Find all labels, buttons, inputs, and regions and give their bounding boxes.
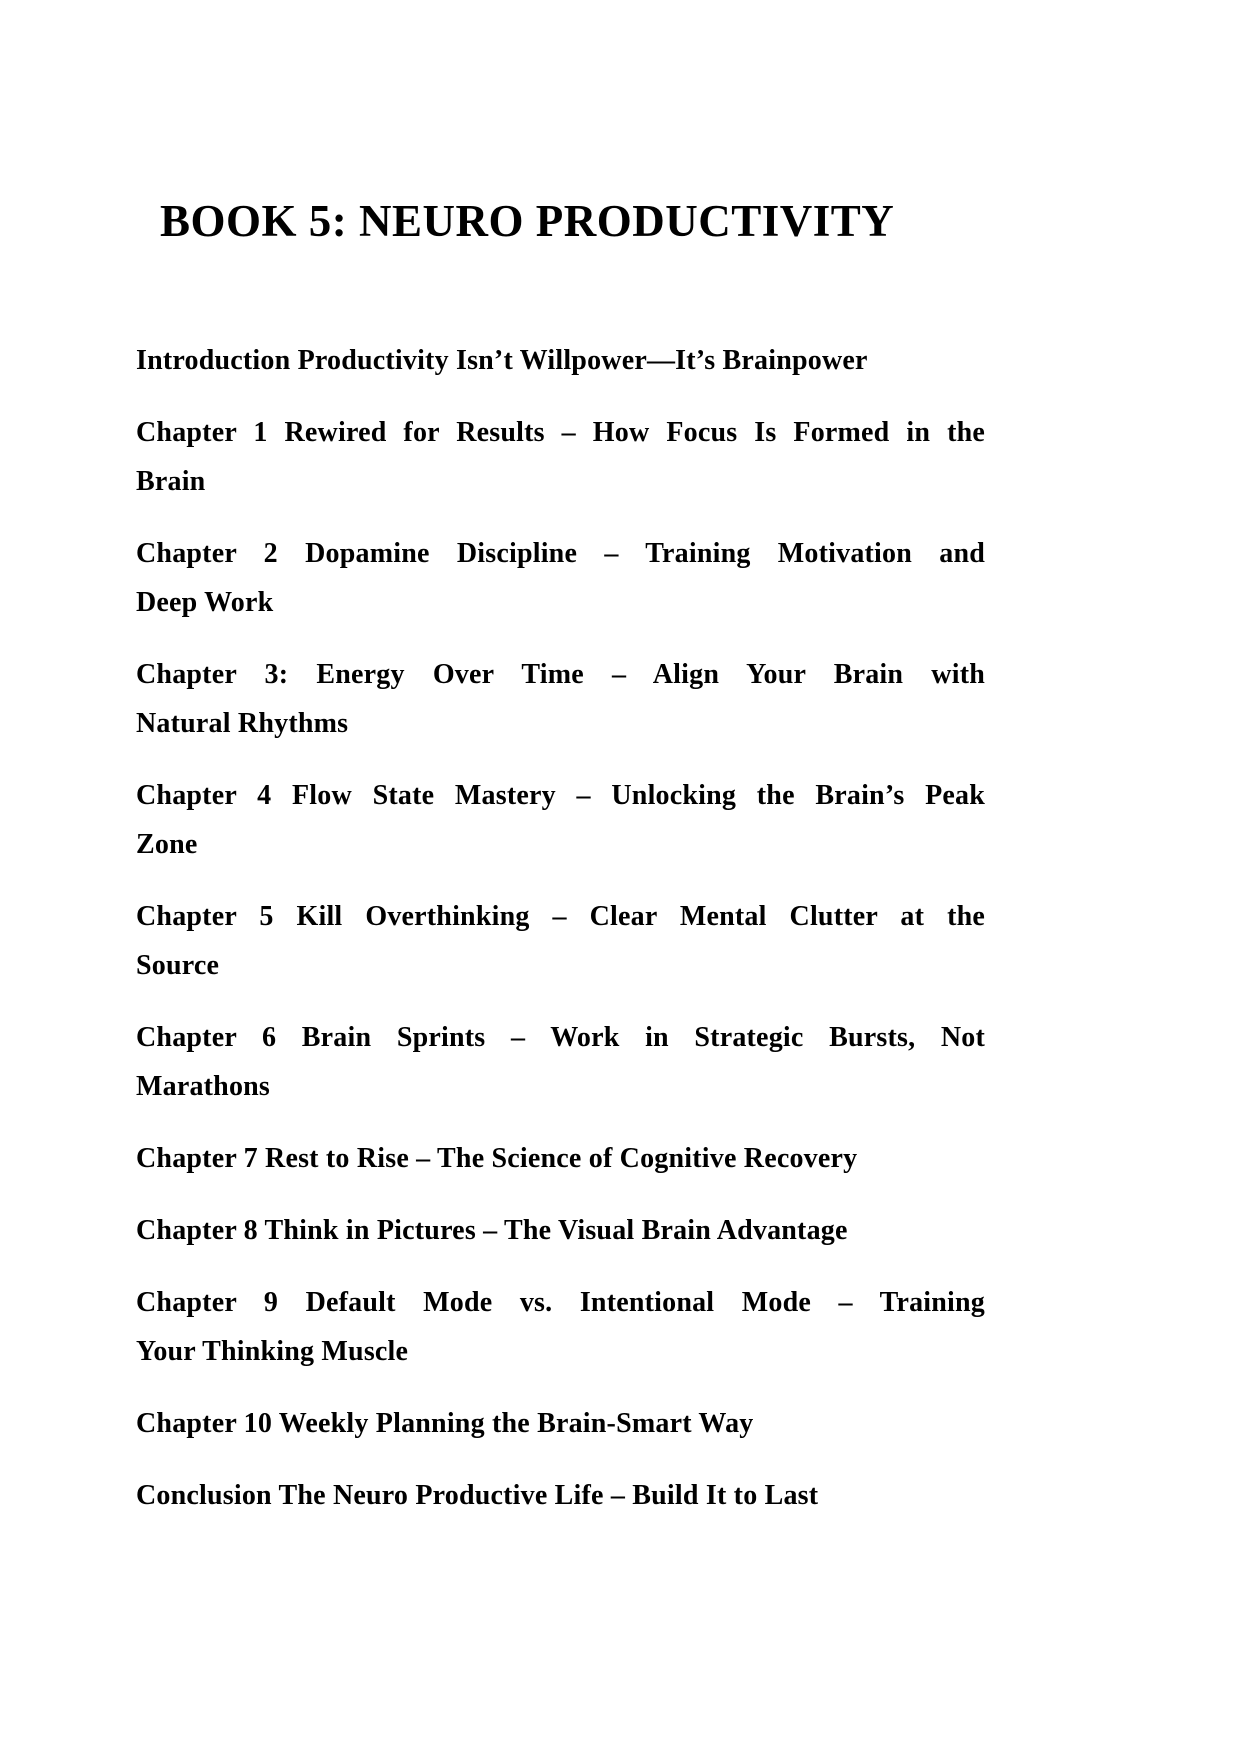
- toc-entry-line: Zone: [136, 829, 198, 860]
- toc-entry: [136, 1134, 985, 1183]
- toc-entry: [136, 1278, 985, 1376]
- toc-entry-line: Brain: [136, 466, 206, 497]
- toc-entry-line: Chapter 6 Brain Sprints – Work in Strategic Bursts, Not: [136, 1022, 985, 1053]
- toc-entry-line: Source: [136, 950, 220, 981]
- toc-entry: [136, 1013, 985, 1111]
- toc-entry-line: Chapter 8 Think in Pictures – The Visual Brain Advantage: [136, 1215, 848, 1246]
- toc-entry: [136, 336, 985, 385]
- toc-entry-line: Chapter 3: Energy Over Time – Align Your Brain with: [136, 659, 985, 690]
- toc-entry: [136, 771, 985, 869]
- toc-entry: [136, 529, 985, 627]
- toc-entry-line: Chapter 10 Weekly Planning the Brain-Smart Way: [136, 1408, 754, 1439]
- toc-entry: [136, 650, 985, 748]
- toc-entry-line: Marathons: [136, 1071, 271, 1102]
- toc-entry-line: Chapter 7 Rest to Rise – The Science of Cognitive Recovery: [136, 1143, 858, 1174]
- toc-entry-line: Chapter 5 Kill Overthinking – Clear Mental Clutter at the: [136, 901, 985, 932]
- page-title: BOOK 5: NEURO PRODUCTIVITY: [160, 196, 895, 246]
- toc-entry: [136, 1471, 985, 1520]
- toc-entry-line: Chapter 9 Default Mode vs. Intentional Mode – Training: [136, 1287, 985, 1318]
- toc-entry-line: Your Thinking Muscle: [136, 1336, 409, 1367]
- toc-list: [136, 336, 985, 1543]
- toc-entry: [136, 892, 985, 990]
- toc-entry-line: Chapter 1 Rewired for Results – How Focus Is Formed in the: [136, 417, 985, 448]
- toc-entry-line: Conclusion The Neuro Productive Life – Build It to Last: [136, 1480, 819, 1511]
- toc-entry-line: Chapter 4 Flow State Mastery – Unlocking the Brain’s Peak: [136, 780, 985, 811]
- toc-entry-line: Deep Work: [136, 587, 274, 618]
- toc-entry-line: Natural Rhythms: [136, 708, 349, 739]
- toc-entry: [136, 408, 985, 506]
- toc-entry-line: Chapter 2 Dopamine Discipline – Training Motivation and: [136, 538, 985, 569]
- toc-entry: [136, 1399, 985, 1448]
- toc-entry: [136, 1206, 985, 1255]
- toc-entry-line: Introduction Productivity Isn’t Willpower—It’s Brainpower: [136, 345, 868, 376]
